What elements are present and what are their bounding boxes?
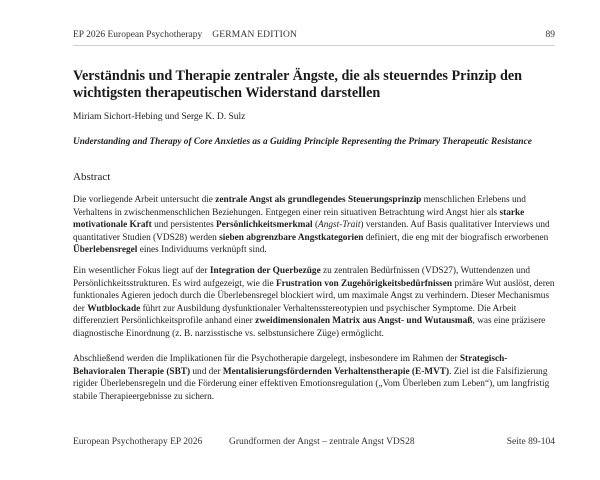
footer-journal: European Psychotherapy EP 2026 (73, 437, 203, 447)
emphasis-bold: Wutblockade (87, 303, 141, 314)
text-run: , was eine präzisere diagnostische Einordnung (z. B. narzisstische vs. selbstunsichere Züge) ermöglicht. (73, 316, 546, 339)
emphasis-bold: Persönlichkeitsmerkmal (216, 220, 313, 231)
header-journal: EP 2026 European Psychotherapy (73, 30, 203, 40)
text-run: und der (190, 366, 223, 377)
emphasis-bold: zweidimensionalen Matrix aus Angst- und Wutausmaß (255, 316, 473, 327)
text-run: Die vorliegende Arbeit untersucht die (73, 195, 216, 205)
text-run: führt zur Ausbildung dysfunktionaler Verhaltensstereotypien und psychischer Symptome. Die Arbeit differenziert Persönlichkeitsprofile anhand einer (73, 303, 517, 327)
text-run: primäre Wut auslöst, deren funktionales Agieren jedoch durch die Überlebensregel blockiert wird, um maximale Angst zu verhindern. Dieser Mechanismus der (73, 278, 555, 314)
text-run: zu zentralen Bedürfnissen (VDS27), Wuttendenzen und Persönlichkeitsstrukturen. Es wird aufgezeigt, wie die (73, 266, 531, 289)
text-run: und persistentes (151, 220, 217, 231)
text-run: ) verstanden. Auf Basis qualitativer Interviews und quantitativer Studien (VDS28) werden (73, 220, 550, 243)
text-run: menschlichen Erlebens und Verhaltens in zwischenmenschlichen Beziehungen. Entgegen einer rein situativen Betrachtung wird Angst hier als (73, 195, 526, 218)
abstract-paragraph-3 (73, 353, 559, 403)
abstract-paragraph-1 (73, 194, 559, 257)
emphasis-bold: starke motivationale Kraft (73, 207, 525, 231)
header-journal-line (73, 30, 297, 40)
text-run: Ein wesentlicher Fokus liegt auf der (73, 266, 210, 276)
emphasis-bold: Strategisch-Behavioralen Therapie (SBT) (73, 354, 508, 377)
page-number: 89 (545, 30, 555, 40)
text-run: Abschließend werden die Implikationen für die Psychotherapie dargelegt, insbesondere im Rahmen der (73, 354, 460, 364)
emphasis-bold: zentrale Angst als grundlegendes Steuerungsprinzip (215, 195, 422, 205)
emphasis-bold: Mentalisierungsfördernden Verhaltenstherapie (E-MVT) (222, 366, 450, 377)
text-run: . Ziel ist die Falsifizierung rigider Überlebensregeln und die Förderung einer effektiven Emotionsregulation („Vom Überleben zum Leben“), um langfristig stabile Therapieergebnisse zu sichern. (73, 366, 550, 402)
emphasis-bold: Überlebensregel (73, 245, 138, 256)
english-title: Understanding and Therapy of Core Anxieties as a Guiding Principle Representing the Primary Therapeutic Resistance (73, 137, 532, 147)
emphasis-bold: sieben abgrenzbare Angstkategorien (219, 232, 364, 243)
header-edition: GERMAN EDITION (212, 30, 298, 40)
abstract-heading: Abstract (73, 171, 111, 183)
article-title: Verständnis und Therapie zentraler Ängste, die als steuerndes Prinzip den wichtigsten therapeutischen Widerstand darstellen (73, 68, 523, 101)
text-run: eines Individuums verknüpft sind. (137, 245, 267, 256)
article-authors: Miriam Sichort-Hebing und Serge K. D. Sulz (73, 112, 246, 122)
text-run: ( (312, 220, 319, 231)
text-run: definiert, die eng mit der biografisch erworbenen (363, 232, 549, 243)
header-divider (73, 45, 555, 46)
footer-page-range: Seite 89-104 (506, 437, 555, 447)
emphasis-bold: Integration der Querbezüge (209, 266, 321, 276)
emphasis-italic: Angst-Trait (318, 220, 361, 231)
abstract-paragraph-2 (73, 265, 559, 341)
footer-running-title: Grundformen der Angst – zentrale Angst VDS28 (229, 437, 415, 447)
emphasis-bold: Frustration von Zugehörigkeitsbedürfnissen (275, 278, 453, 289)
